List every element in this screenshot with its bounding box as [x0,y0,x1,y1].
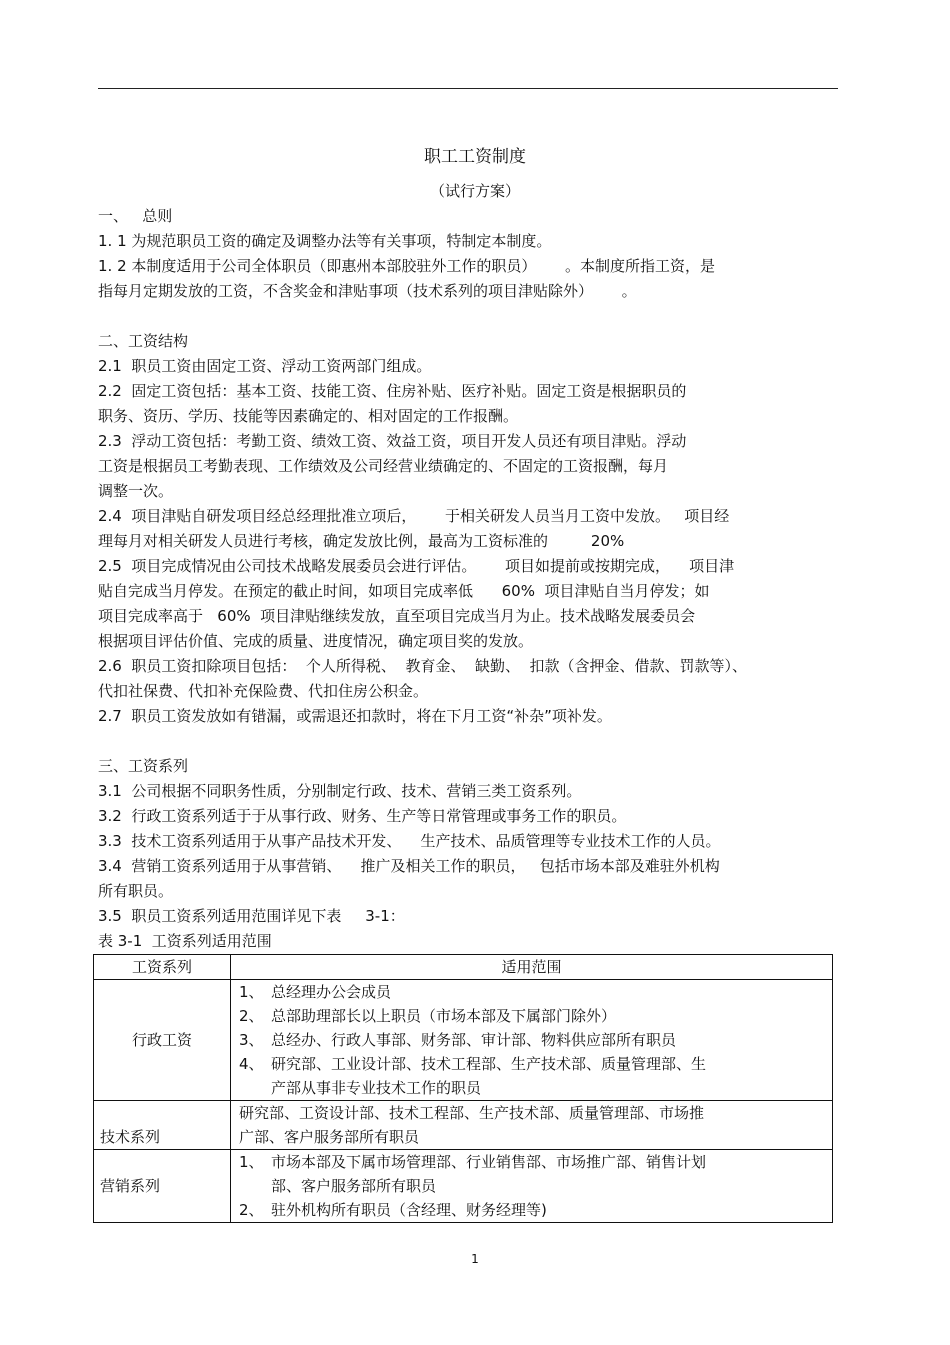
text-line: 1. 2 本制度适用于公司全体职员（即惠州本部胶驻外工作的职员） 。本制度所指工资，是 [98,257,716,275]
scope-item: 2、 总部助理部长以上职员（市场本部及下属部门除外） [239,1007,617,1025]
scope-item: 3、 总经办、行政人事部、财务部、审计部、物料供应部所有职员 [239,1031,677,1049]
text-line: 工资是根据员工考勤表现、工作绩效及公司经营业绩确定的、不固定的工资报酬，每月 [98,457,669,475]
table-header-series: 工资系列 [94,955,231,980]
text-line: 3.1 公司根据不同职务性质，分别制定行政、技术、营销三类工资系列。 [98,782,582,800]
table-caption: 表 3-1 工资系列适用范围 [98,932,272,950]
table-row-admin [94,980,833,1101]
text-line: 一、 总则 [98,207,173,225]
scope-item: 1、 市场本部及下属市场管理部、行业销售部、市场推广部、销售计划 [239,1153,707,1171]
body-text [98,204,843,929]
text-line: 3.5 职员工资系列适用范围详见下表 3-1： [98,907,405,925]
text-line: 3.2 行政工资系列适于于从事行政、财务、生产等日常管理或事务工作的职员。 [98,807,627,825]
text-line: 根据项目评估价值、完成的质量、进度情况，确定项目奖的发放。 [98,632,534,650]
table-header-scope: 适用范围 [231,955,833,980]
text-line: 2.4 项目津贴自研发项目经总经理批准立项后， 于相关研发人员当月工资中发放。 项目经 [98,507,730,525]
text-line: 代扣社保费、代扣补充保险费、代扣住房公积金。 [98,682,429,700]
table-header-row [94,955,833,980]
scope-line: 广部、客户服务部所有职员 [239,1128,420,1146]
scope-cell [231,1150,833,1223]
scope-cell [231,1101,833,1150]
text-line: 2.6 职员工资扣除项目包括： 个人所得税、 教育金、 缺勤、 扣款（含押金、借款、罚款等）、 [98,657,748,675]
text-line: 贴自完成当月停发。在预定的截止时间，如项目完成率低 60% 项目津贴自当月停发；如 [98,582,710,600]
document-title: 职工工资制度 [424,147,526,167]
scope-cell [231,980,833,1101]
text-line: 2.3 浮动工资包括：考勤工资、绩效工资、效益工资，项目开发人员还有项目津贴。浮动 [98,432,687,450]
document-subtitle: （试行方案） [429,182,520,200]
page-number: 1 [471,1252,479,1266]
text-line: 3.3 技术工资系列适用于从事产品技术开发、 生产技术、品质管理等专业技术工作的人员。 [98,832,721,850]
text-line: 2.1 职员工资由固定工资、浮动工资两部门组成。 [98,357,432,375]
text-line: 所有职员。 [98,882,174,900]
series-cell: 营销系列 [94,1150,231,1223]
scope-item: 1、 总经理办公会成员 [239,983,392,1001]
scope-line: 研究部、工资设计部、技术工程部、生产技术部、质量管理部、市场推 [239,1104,705,1122]
scope-item: 2、 驻外机构所有职员（含经理、财务经理等) [239,1201,547,1219]
header-rule [98,88,838,89]
scope-item: 部、客户服务部所有职员 [271,1177,437,1195]
text-line: 项目完成率高于 60% 项目津贴继续发放，直至项目完成当月为止。技术战略发展委员会 [98,607,696,625]
series-cell: 行政工资 [94,980,231,1101]
text-line: 三、工资系列 [98,757,189,775]
scope-item: 4、 研究部、工业设计部、技术工程部、生产技术部、质量管理部、生 [239,1055,707,1073]
text-line: 2.2 固定工资包括：基本工资、技能工资、住房补贴、医疗补贴。固定工资是根据职员的 [98,382,687,400]
table-row-tech [94,1101,833,1150]
text-line: 职务、资历、学历、技能等因素确定的、相对固定的工作报酬。 [98,407,519,425]
scope-item: 产部从事非专业技术工作的职员 [271,1079,482,1097]
text-line: 二、工资结构 [98,332,189,350]
text-line: 理每月对相关研发人员进行考核，确定发放比例，最高为工资标准的 20% [98,532,625,550]
table-row-sales [94,1150,833,1223]
salary-series-table [93,954,833,1223]
blank-line [98,304,843,329]
text-line: 指每月定期发放的工资，不含奖金和津贴事项（技术系列的项目津贴除外） 。 [98,282,637,300]
text-line: 2.5 项目完成情况由公司技术战略发展委员会进行评估。 项目如提前或按期完成， 项目津 [98,557,735,575]
text-line: 1. 1 为规范职员工资的确定及调整办法等有关事项，特制定本制度。 [98,232,552,250]
series-cell: 技术系列 [94,1101,231,1150]
blank-line [98,729,843,754]
text-line: 调整一次。 [98,482,174,500]
text-line: 3.4 营销工资系列适用于从事营销、 推广及相关工作的职员， 包括市场本部及难驻外机构 [98,857,720,875]
text-line: 2.7 职员工资发放如有错漏，或需退还扣款时，将在下月工资“补杂”项补发。 [98,707,612,725]
document-body [98,204,843,1223]
